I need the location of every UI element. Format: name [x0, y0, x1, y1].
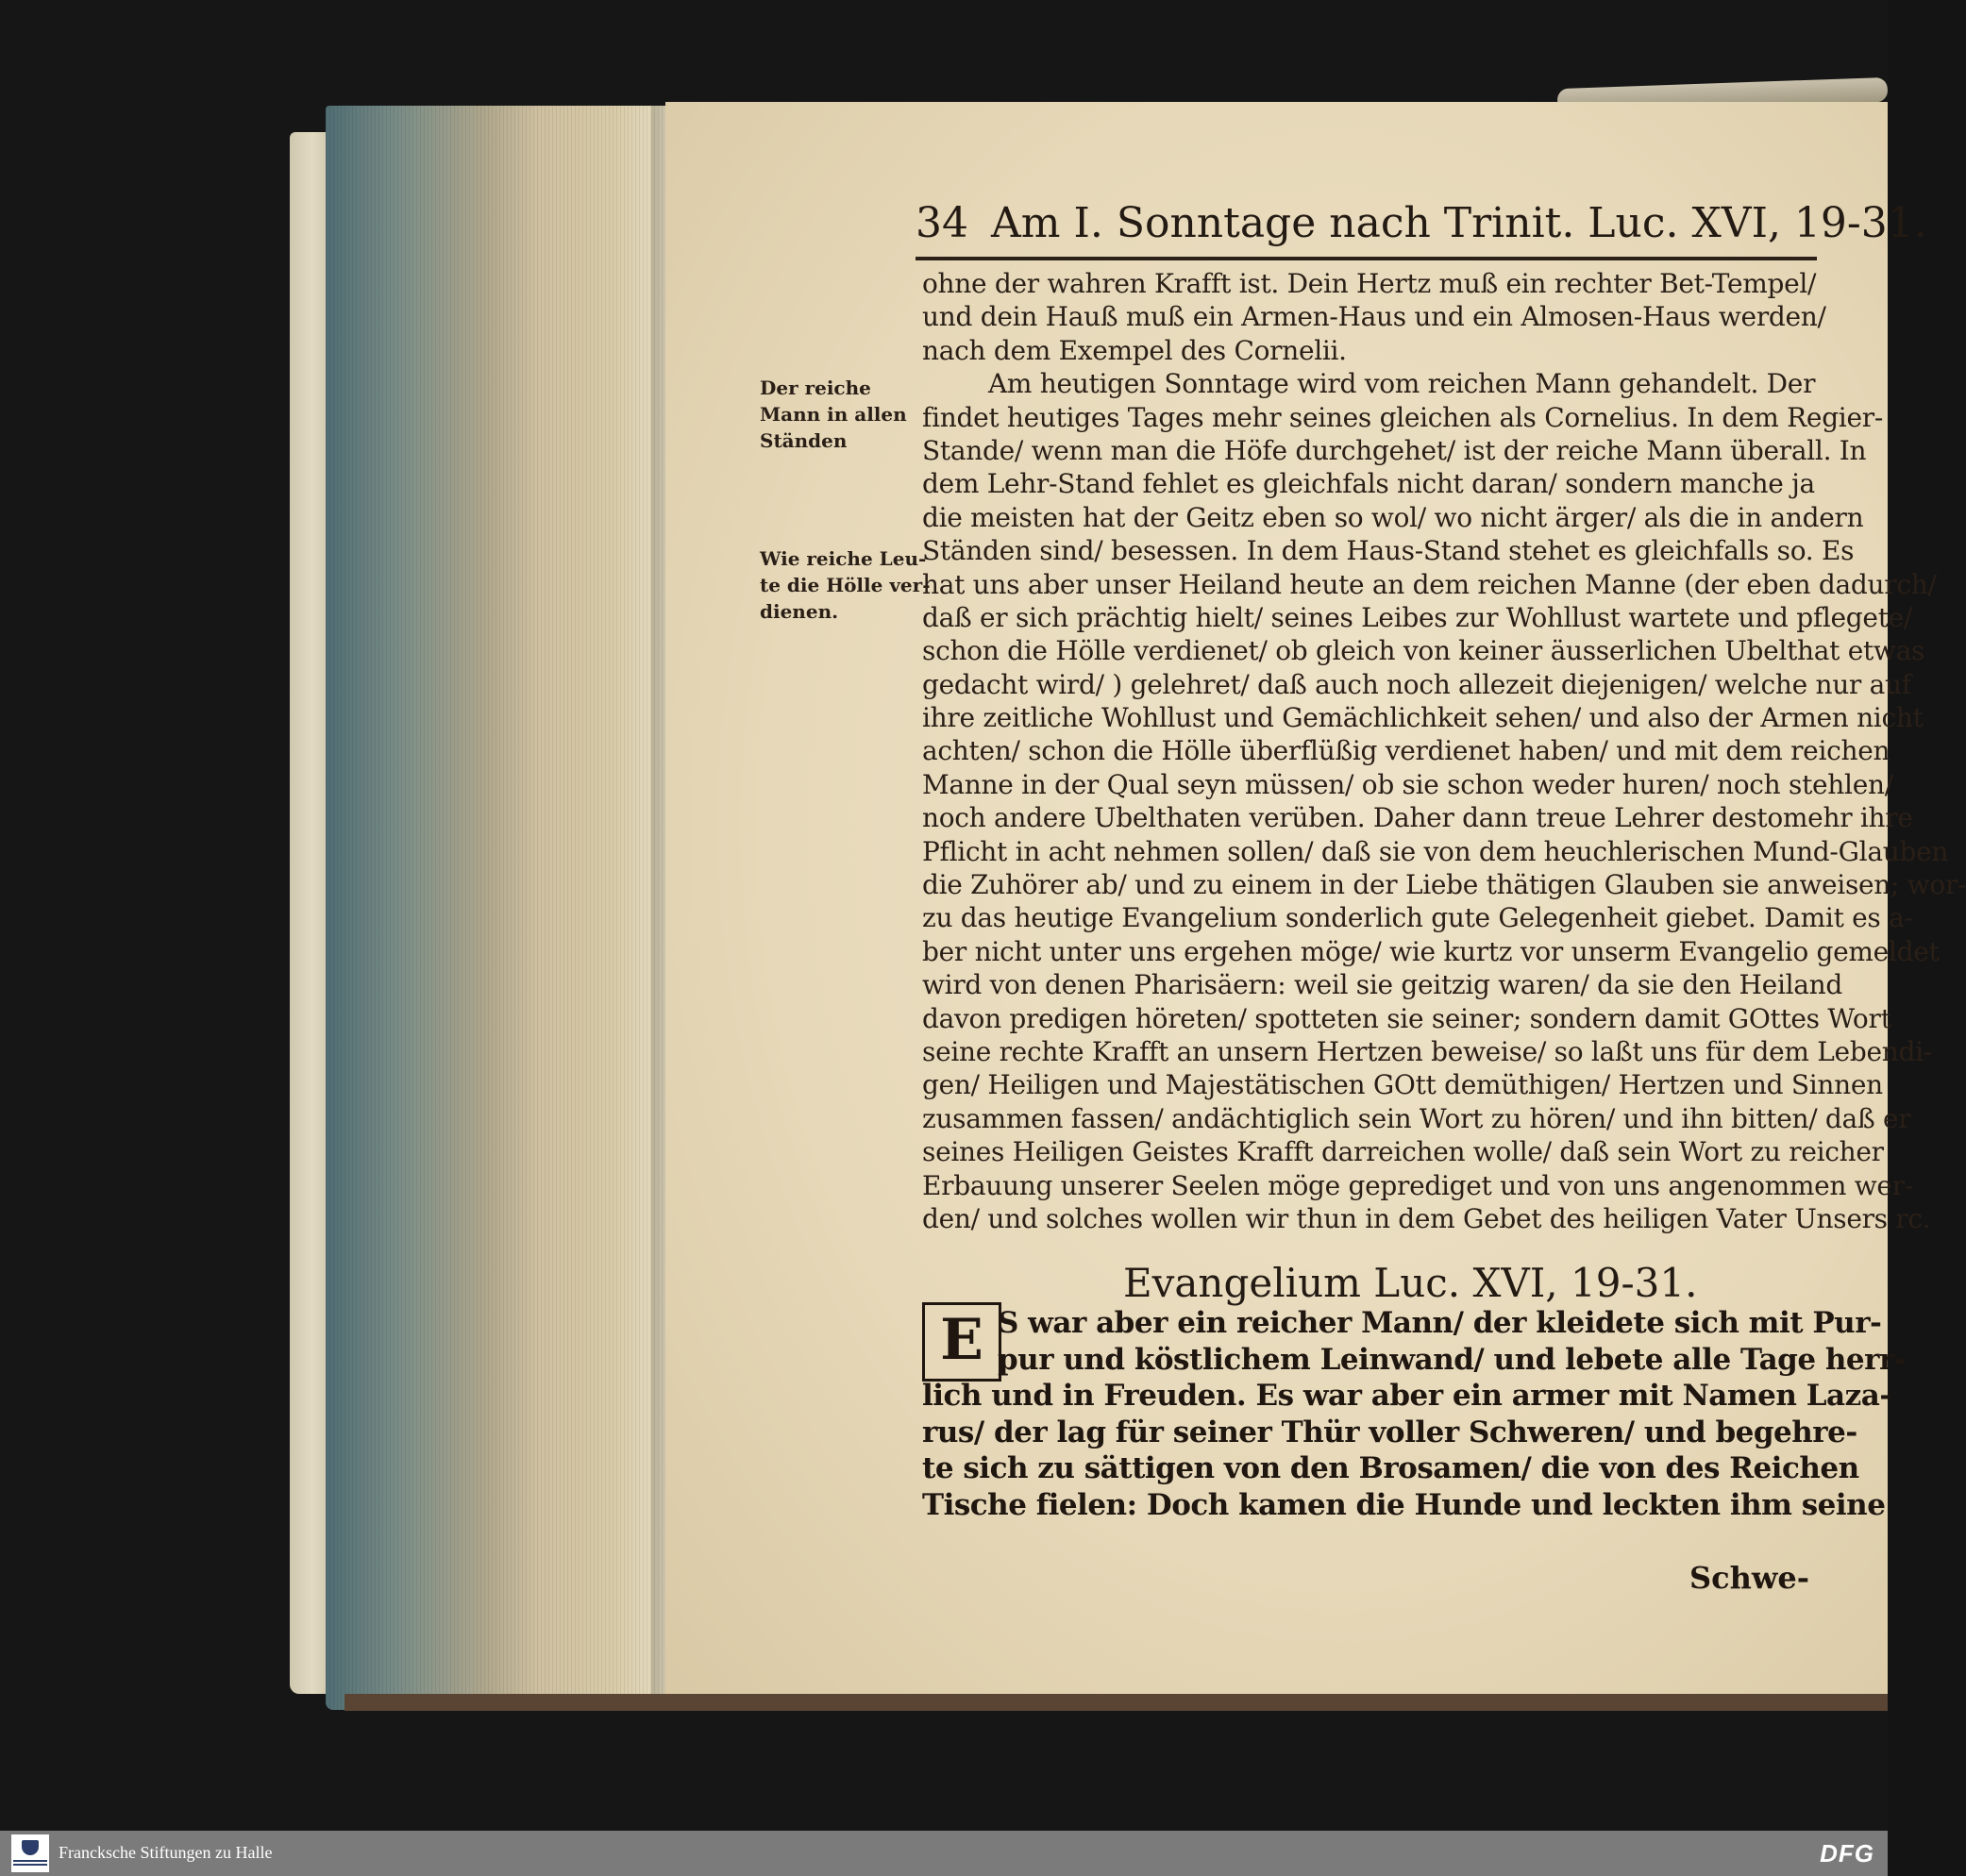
text-line: den/ und solches wollen wir thun in dem Gebet des heiligen Vater Unsers rc. — [922, 1202, 1931, 1234]
text-line: achten/ schon die Hölle überflüßig verdienet haben/ und mit dem reichen — [922, 735, 1890, 767]
text-line: Pflicht in acht nehmen sollen/ daß sie von dem heuchlerischen Mund-Glauben — [922, 835, 1949, 867]
text-line: Am heutigen Sonntage wird vom reichen Mann gehandelt. Der — [988, 368, 1816, 400]
gospel-line: lich und in Freuden. Es war aber ein armer mit Namen Laza- — [922, 1379, 1891, 1413]
sermon-text — [922, 267, 1966, 1235]
running-header — [916, 193, 1927, 260]
gospel-line: te sich zu sättigen von den Brosamen/ die von des Reichen — [922, 1451, 1859, 1485]
running-title: Am I. Sonntage nach Trinit. Luc. XVI, 19-31. — [991, 199, 1927, 247]
text-line: Manne in der Qual seyn müssen/ ob sie schon weder huren/ noch stehlen/ — [922, 768, 1893, 800]
text-line: dem Lehr-Stand fehlet es gleichfals nicht daran/ sondern manche ja — [922, 468, 1815, 500]
text-line: die meisten hat der Geitz eben so wol/ wo nicht ärger/ als die in andern — [922, 501, 1864, 533]
viewer-footer — [0, 1831, 1888, 1876]
text-line: ihre zeitliche Wohllust und Gemächlichkeit sehen/ und also der Armen nicht — [922, 702, 1924, 734]
institution-name[interactable]: Francksche Stiftungen zu Halle — [59, 1843, 273, 1862]
gospel-line: rus/ der lag für seiner Thür voller Schweren/ und begehre- — [922, 1415, 1857, 1449]
book-bottom-edge — [344, 1694, 1888, 1711]
gospel-heading: Evangelium Luc. XVI, 19-31. — [1123, 1260, 1698, 1306]
institution-logo-icon[interactable] — [11, 1834, 49, 1872]
page-number: 34 — [916, 199, 968, 247]
book-page-edges — [326, 106, 665, 1710]
text-line: nach dem Exempel des Cornelii. — [922, 334, 1347, 366]
text-line: gen/ Heiligen und Majestätischen GOtt demüthigen/ Hertzen und Sinnen — [922, 1069, 1883, 1101]
margin-note-line: Wie reiche Leu- — [760, 547, 927, 570]
margin-note-line: dienen. — [760, 600, 839, 623]
header-rule — [916, 257, 1817, 260]
text-line: die Zuhörer ab/ und zu einem in der Liebe thätigen Glauben sie anweisen; wor- — [922, 869, 1966, 901]
dfg-logo[interactable]: DFG — [1820, 1839, 1874, 1868]
margin-note-line: Der reiche — [760, 377, 871, 399]
text-line: hat uns aber unser Heiland heute an dem reichen Manne (der eben dadurch/ — [922, 568, 1937, 600]
margin-note-line: Mann in allen — [760, 403, 907, 426]
margin-note-line: te die Hölle ver- — [760, 574, 931, 596]
gospel-line: S war aber ein reicher Mann/ der kleidete sich mit Pur- — [998, 1306, 1882, 1340]
text-line: ber nicht unter uns ergehen möge/ wie kurtz vor unserm Evangelio gemeldet — [922, 935, 1940, 967]
margin-note-1 — [760, 375, 920, 454]
drop-cap: E — [922, 1302, 1001, 1382]
text-line: zusammen fassen/ andächtiglich sein Wort zu hören/ und ihn bitten/ daß er — [922, 1102, 1911, 1134]
text-line: ohne der wahren Krafft ist. Dein Hertz muß ein rechter Bet-Tempel/ — [922, 268, 1817, 299]
text-line: Ständen sind/ besessen. In dem Haus-Stand stehet es gleichfalls so. Es — [922, 535, 1855, 567]
gospel-line: pur und köstlichem Leinwand/ und lebete alle Tage herr- — [998, 1342, 1907, 1377]
text-line: seine rechte Krafft an unsern Hertzen beweise/ so laßt uns für dem Lebendi- — [922, 1035, 1932, 1067]
text-line: und dein Hauß muß ein Armen-Haus und ein Almosen-Haus werden/ — [922, 301, 1826, 333]
catchword: Schwe- — [1689, 1560, 1810, 1596]
text-line: gedacht wird/ ) gelehret/ daß auch noch allezeit diejenigen/ welche nur auf — [922, 668, 1911, 700]
gospel-text — [922, 1305, 1907, 1523]
text-line: schon die Hölle verdienet/ ob gleich von keiner äusserlichen Ubelthat etwas — [922, 635, 1925, 667]
text-line: noch andere Ubelthaten verüben. Daher dann treue Lehrer destomehr ihre — [922, 802, 1913, 834]
text-line: daß er sich prächtig hielt/ seines Leibes zur Wohllust wartete und pflegete/ — [922, 601, 1913, 633]
text-line: findet heutiges Tages mehr seines gleichen als Cornelius. In dem Regier- — [922, 401, 1883, 433]
text-line: davon predigen höreten/ spotteten sie seiner; sondern damit GOttes Wort — [922, 1002, 1891, 1034]
text-line: Erbauung unserer Seelen möge geprediget und von uns angenommen wer- — [922, 1169, 1913, 1201]
text-line: seines Heiligen Geistes Krafft darreichen wolle/ daß sein Wort zu reicher — [922, 1136, 1884, 1168]
text-line: zu das heutige Evangelium sonderlich gute Gelegenheit giebet. Damit es a- — [922, 902, 1913, 934]
gospel-line: Tische fielen: Doch kamen die Hunde und leckten ihm seine — [922, 1487, 1886, 1522]
margin-note-line: Ständen — [760, 429, 848, 452]
text-line: wird von denen Pharisäern: weil sie geitzig waren/ da sie den Heiland — [922, 969, 1843, 1001]
text-line: Stande/ wenn man die Höfe durchgehet/ ist der reiche Mann überall. In — [922, 434, 1867, 466]
margin-note-2 — [760, 545, 931, 625]
